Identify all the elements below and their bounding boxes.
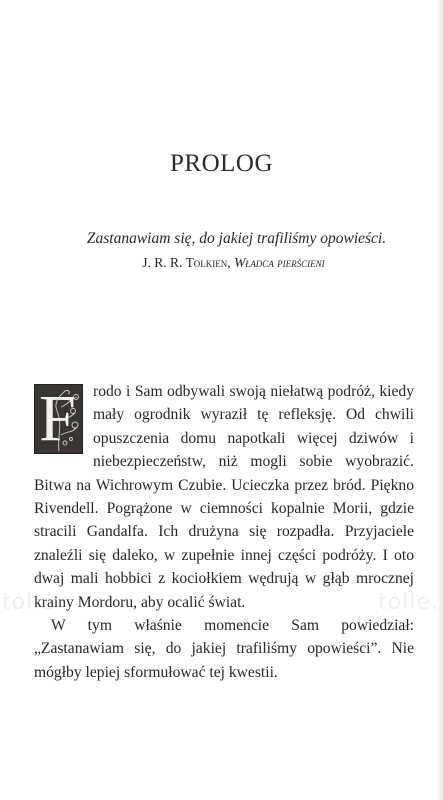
paragraph-1 — [34, 380, 414, 614]
watermark-right: tolle. — [378, 590, 439, 615]
watermark-left: tolle — [2, 590, 55, 615]
chapter-title: PROLOG — [169, 150, 273, 177]
drop-cap — [34, 384, 83, 454]
epigraph-quote: Zastanawiam się, do jakiej trafiliśmy opowieści. — [86, 230, 387, 247]
body-text — [34, 380, 414, 684]
epigraph-author: J. R. R. Tolkien, — [142, 255, 231, 270]
epigraph-book-title: Władca pierścieni — [234, 255, 325, 270]
paragraph-1-text: rodo i Sam odbywali swoją niełatwą podróż, kiedy mały ogrodnik wyraził tę refleksję. Od chwili opuszczenia domu napotkali więcej dziwów i niebezpieczeństw, niż mogli sobie wyobrazić. Bitwa na Wichrowym Czubie. Ucieczka przez bród. Piękno Rivendell. Pogrążone w ciemności kopalnie Morii, gdzie stracili Gandalfa. Ich drużyna się rozpadła. Przyjaciele znaleźli się daleko, w zupełnie innej części podróży. I oto dwaj mali hobbici z kociołkiem wędrują w głąb mrocznej krainy Mordoru, aby ocalić świat. — [34, 383, 414, 611]
epigraph-source — [0, 252, 443, 274]
paragraph-2: W tym właśnie momencie Sam powiedział: „Zastanawiam się, do jakiej trafiliśmy opowieści”. Nie mógłby lepiej sformułować tej kwestii. — [34, 617, 414, 681]
page-edge-shadow — [437, 0, 443, 800]
epigraph — [0, 228, 443, 274]
drop-cap-letter: F — [39, 382, 76, 455]
